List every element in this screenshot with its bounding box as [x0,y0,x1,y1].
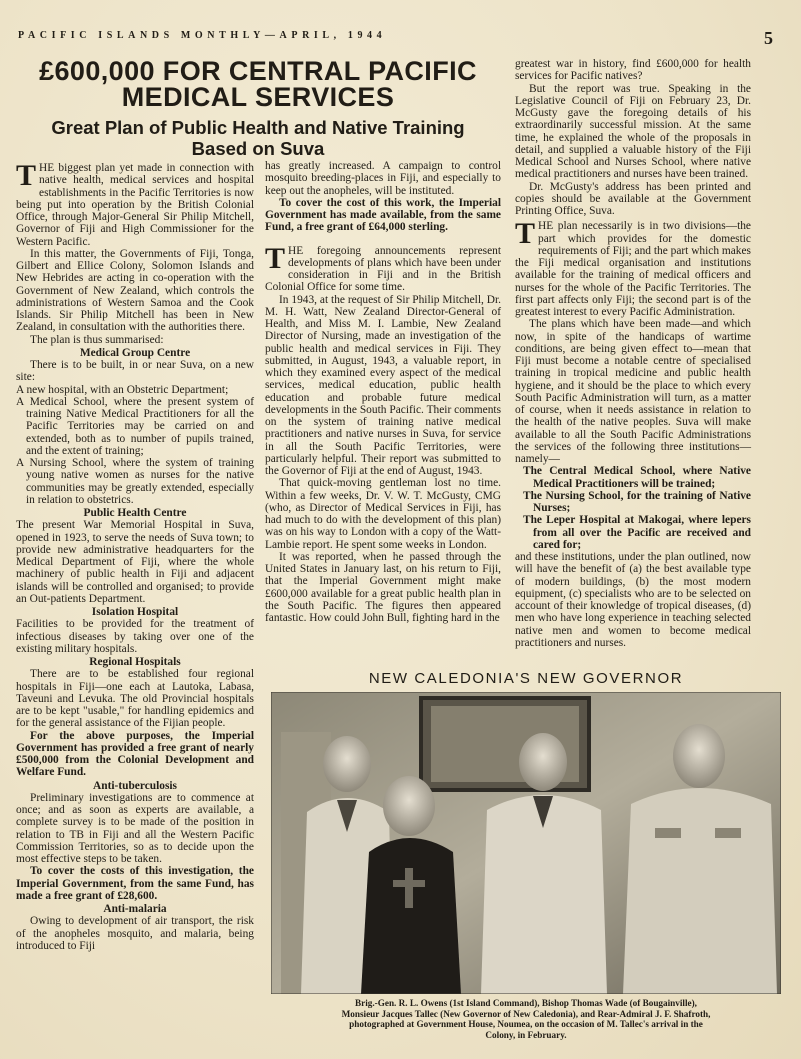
paragraph: The plan is thus summarised: [30,333,164,346]
drop-cap: T [265,241,286,275]
article-column-2 [265,160,501,624]
list-item: A Medical School, where the present system of training Native Medical Practitioners for all the Pacific Territories may be carried on and extended, both as to number of pupils trained, and the extent of training; [16,395,254,457]
section-heading: Isolation Hospital [91,606,179,618]
paragraph: Owing to development of air transport, the risk of the anopheles mosquito, and malaria, being introduced to Fiji [16,915,254,952]
paragraph: There is to be built, in or near Suva, on a new site: [16,359,254,384]
paragraph: That quick-moving gentleman lost no time. Within a few weeks, Dr. V. W. T. McGusty, CMG (who, as Director of Medical Services in Fiji, has had much to do with the development of this plan) was on his way to London with a copy of the Watt-Lambie report. He spent some weeks in London. [265,477,501,551]
paragraph: THE plan necessarily is in two divisions—the part which provides for the domestic requirements of Fiji; and the part which makes the Fiji medical organisation and institutions available for the training of medical officers and nurses for the whole of the Pacific Territories. The first part affects only Fiji; the second part is of the greatest interest to every Pacific Administration. [515,217,751,318]
caption-line: photographed at Government House, Noumea, on the occasion of M. Tallec's arrival in the [349,1019,703,1030]
headline-line-1: £600,000 FOR CENTRAL PACIFIC [39,56,477,86]
paragraph: But the report was true. Speaking in the Legislative Council of Fiji on February 23, Dr. McGusty gave the foregoing details of his extraordinarily successful mission. At the same time, he explained the whole of the proposals in detail, and supplied a valuable history of the Fiji Medical School and Nurses School, where native medical practitioners and nurses have been trained. [515,82,751,181]
paragraph: has greatly increased. A campaign to control mosquito breeding-places in Fiji, and especially to keep out the anopheles, will be instituted. [265,160,501,197]
paragraph: THE foregoing announcements represent developments of plans which have been under consideration in Fiji and in the British Colonial Office for some time. [265,241,501,294]
paragraph: In this matter, the Governments of Fiji, Tonga, Gilbert and Ellice Colony, Solomon Islands and New Hebrides are acting in co-operation with the Government of New Zealand, which controls the administrations of Western Samoa and the Cook Islands. Sir Philip Mitchell has been in New Zealand, in consultation with the authorities there. [16,247,254,334]
paragraph: There are to be established four regional hospitals in Fiji—one each at Lautoka, Labasa, Taveuni and Levuka. The old Provincial hospitals are to be kept "usable," for handling epidemics and for the general assistance of the Fijian people. [16,668,254,730]
caption-line: Colony, in February. [485,1029,567,1040]
list-item: The Leper Hospital at Makogai, where lepers from all over the Pacific are received and cared for; [523,514,751,551]
section-heading: Regional Hospitals [89,656,181,668]
list-item: A new hospital, with an Obstetric Department; [16,383,229,396]
article-subhead [18,117,498,159]
paragraph: Dr. McGusty's address has been printed and copies should be available at the Government Printing Office, Suva. [515,180,751,217]
caption-line: Brig.-Gen. R. L. Owens (1st Island Command), Bishop Thomas Wade (of Bougainville), [355,998,697,1008]
paragraph: To cover the costs of this investigation, the Imperial Government, from the same Fund, has made a free grant of £28,600. [16,865,254,902]
section-heading: Anti-malaria [103,903,167,915]
section-heading: Public Health Centre [83,507,187,519]
paragraph: To cover the cost of this work, the Imperial Government has made available, from the same Fund, a free grant of £64,000 sterling. [265,196,501,234]
paragraph: The present War Memorial Hospital in Suva, opened in 1923, to serve the needs of Suva town; to provide new administrative headquarters for the Medical Department of Fiji, where the whole machinery of public health in Fiji and adjacent islands will be controlled and organised; to provide an Out-patients Department. [16,519,254,605]
headline-line-2: MEDICAL SERVICES [121,82,395,112]
section-heading: Medical Group Centre [79,346,191,359]
section-heading: Anti-tuberculosis [93,779,177,792]
paragraph: For the above purposes, the Imperial Government has provided a free grant of nearly £500,000 from the Colonial Development and Welfare Fund. [16,729,254,779]
paragraph: In 1943, at the request of Sir Philip Mitchell, Dr. M. H. Watt, New Zealand Director-General of Health, and Miss M. I. Lambie, New Zealand Director of Nursing, made an investigation of the public health and medical services in Fiji. They submitted, in August, 1943, a valuable report, in which they examined every aspect of the medical services, medical education, public health education and probable future medical developments in the South Pacific. Their comments on the system of training native medical practitioners and native nurses in Suva, for service in all the South Pacific Territories, were particularly helpful. Their report was submitted to the Governor of Fiji at the end of August, 1943. [265,293,501,477]
photo-title: NEW CALEDONIA'S NEW GOVERNOR [368,670,684,687]
paragraph: Facilities to be provided for the treatment of infectious diseases by taking over one of the existing military hospitals. [16,618,254,655]
list-item: The Nursing School, for the training of Native Nurses; [523,489,751,514]
paragraph: The plans which have been made—and which now, in spite of the handicaps of wartime conditions, are being given effect to—mean that Fiji must become a notable centre of specialised training in tropical medicine and public health hygiene, and it should be the place to which every South Pacific Administration will turn, as a matter of course, when it needs assistance in relation to the health of the native peoples. Suva will make available to all the South Pacific Administrations the services of the following three institutions—namely— [515,318,751,465]
list-item: A Nursing School, where the system of training young native women as nurses for the native communities may be greatly extended, especially in relation to obstetrics. [16,457,254,506]
article-column-1 [16,159,254,952]
drop-cap: T [515,217,536,251]
list-item: The Central Medical School, where Native Medical Practitioners will be trained; [523,465,751,490]
article-headline [18,58,498,110]
paragraph: greatest war in history, find £600,000 for health services for Pacific natives? [515,58,751,83]
drop-cap: T [16,159,37,192]
subhead-line-1: Great Plan of Public Health and Native Training [51,117,465,138]
paragraph: THE biggest plan yet made in connection with native health, medical services and hospital establishments in the Pacific Territories is now being put into operation by the British Colonial Office, through Major-General Sir Philip Mitchell, Governor of Fiji and High Commissioner for the Western Pacific. [16,159,254,248]
group-photograph [271,692,781,994]
photo-illustration [271,692,781,994]
running-head: PACIFIC ISLANDS MONTHLY—APRIL, 1944 [18,30,387,41]
page-number: 5 [764,28,773,48]
caption-line: Monsieur Jacques Tallec (New Governor of New Caledonia), and Rear-Admiral J. F. Shafroth, [341,1008,711,1019]
article-column-3 [515,58,751,649]
paragraph: and these institutions, under the plan outlined, now will have the benefit of (a) the best available type of modern buildings, (b) the most modern equipment, (c) specialists who are to be selected on account of their knowledge of tropical diseases, (d) men who have long experience in teaching selected native men and women to become medical practitioners and nurses. [515,551,751,649]
photo-caption [274,998,778,1040]
subhead-line-2: Based on Suva [191,138,325,159]
paragraph: It was reported, when he passed through the United States in January last, on his return to Fiji, that the Imperial Government might make £600,000 available for a great public health plan in the South Pacific. The figures then appeared fantastic. How could John Bull, fighting hard in the [265,550,501,624]
paragraph: Preliminary investigations are to commence at once; and as soon as experts are available, a complete survey is to be made of the position in relation to TB in Fiji and all the Western Pacific Commission Territories, so as to decide upon the most effective steps to be taken. [16,791,254,865]
